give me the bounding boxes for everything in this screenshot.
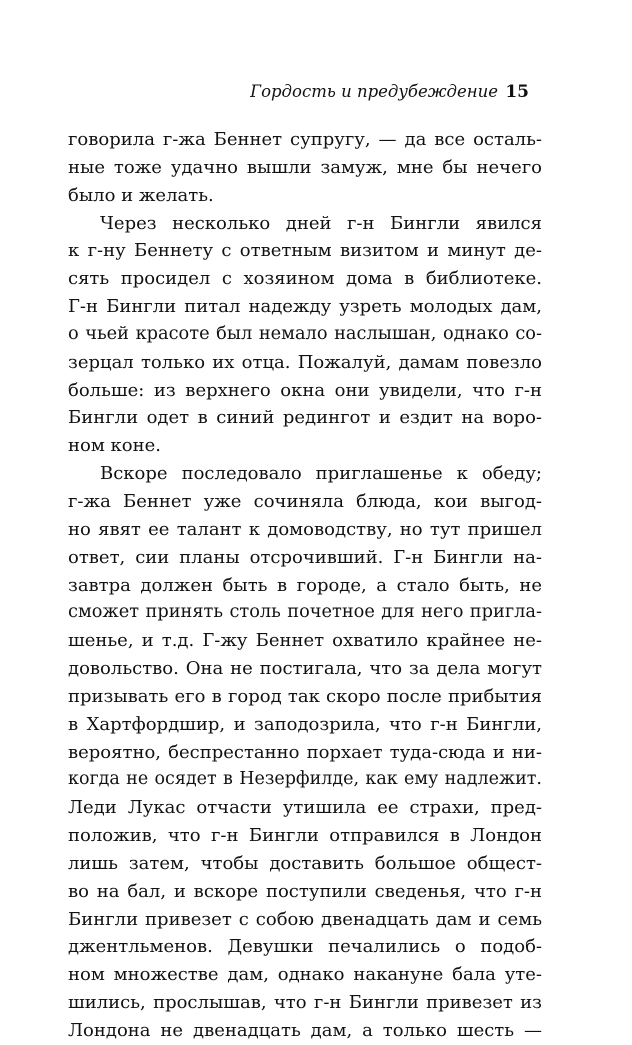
text-line: о чьей красоте был немало наслышан, однако со-	[68, 323, 542, 344]
text-line: ответ, сии планы отсрочивший. Г-н Бингли на-	[68, 546, 542, 568]
text-line: Бингли одет в синий редингот и ездит на воро-	[68, 407, 542, 429]
text-line: г-жа Беннет уже сочиняла блюда, кои выгод-	[68, 490, 542, 512]
text-line: положив, что г-н Бингли отправился в Лондон	[68, 825, 542, 847]
text-line: лишь затем, чтобы доставить большое общест-	[68, 852, 542, 874]
text-line: говорила г-жа Беннет супругу, — да все осталь-	[68, 129, 542, 150]
text-line: довольство. Она не постигала, что за дела могут	[68, 658, 542, 680]
text-line: в Хартфордшир, и заподозрила, что г-н Бингли,	[68, 713, 542, 735]
text-line: зерцал только их отца. Пожалуй, дамам повезло	[68, 351, 542, 373]
text-line: ном коне.	[68, 435, 162, 457]
text-line: завтра должен быть в городе, а стало быть, не	[68, 574, 542, 596]
text-line: но явят ее талант к домоводству, но тут пришел	[68, 518, 542, 540]
text-line: было и желать.	[68, 184, 214, 206]
text-line: сможет принять столь почетное для него пригла-	[68, 602, 542, 623]
text-line: к г-ну Беннету с ответным визитом и минут де-	[68, 240, 542, 262]
text-line: Лондона не двенадцать дам, а только шесть —	[68, 1020, 542, 1041]
text-line: когда не осядет в Незерфилде, как ему надлежит.	[68, 769, 542, 790]
text-line: во на бал, и вскоре поступили сведенья, что г-н	[68, 880, 542, 902]
running-title: Гордость и предубеждение	[250, 82, 498, 101]
text-line: джентльменов. Девушки печалились о подоб-	[68, 936, 542, 958]
text-line: Г-н Бингли питал надежду узреть молодых дам,	[68, 296, 542, 318]
page-number: 15	[505, 82, 529, 102]
text-line: сять просидел с хозяином дома в библиотеке.	[68, 268, 542, 290]
text-line: Леди Лукас отчасти утишила ее страхи, пред-	[68, 797, 542, 819]
body-text	[68, 126, 542, 1045]
text-line: шенье, и т.д. Г-жу Беннет охватило крайнее не-	[68, 630, 542, 652]
text-line: ном множестве дам, однако накануне бала уте-	[68, 964, 542, 986]
page-header	[0, 82, 632, 112]
text-line: призывать его в город так скоро после прибытия	[68, 685, 542, 707]
text-line: Через несколько дней г-н Бингли явился	[100, 212, 542, 234]
text-line: Бингли привезет с собою двенадцать дам и семь	[68, 908, 542, 930]
text-line: шились, прослышав, что г-н Бингли привезет из	[68, 992, 542, 1014]
text-line: Вскоре последовало приглашенье к обеду;	[100, 463, 542, 485]
text-line: вероятно, беспрестанно порхает туда-сюда и ни-	[68, 741, 542, 763]
text-line: ные тоже удачно вышли замуж, мне бы нечего	[68, 156, 542, 178]
text-line: больше: из верхнего окна они увидели, что г-н	[68, 379, 542, 401]
